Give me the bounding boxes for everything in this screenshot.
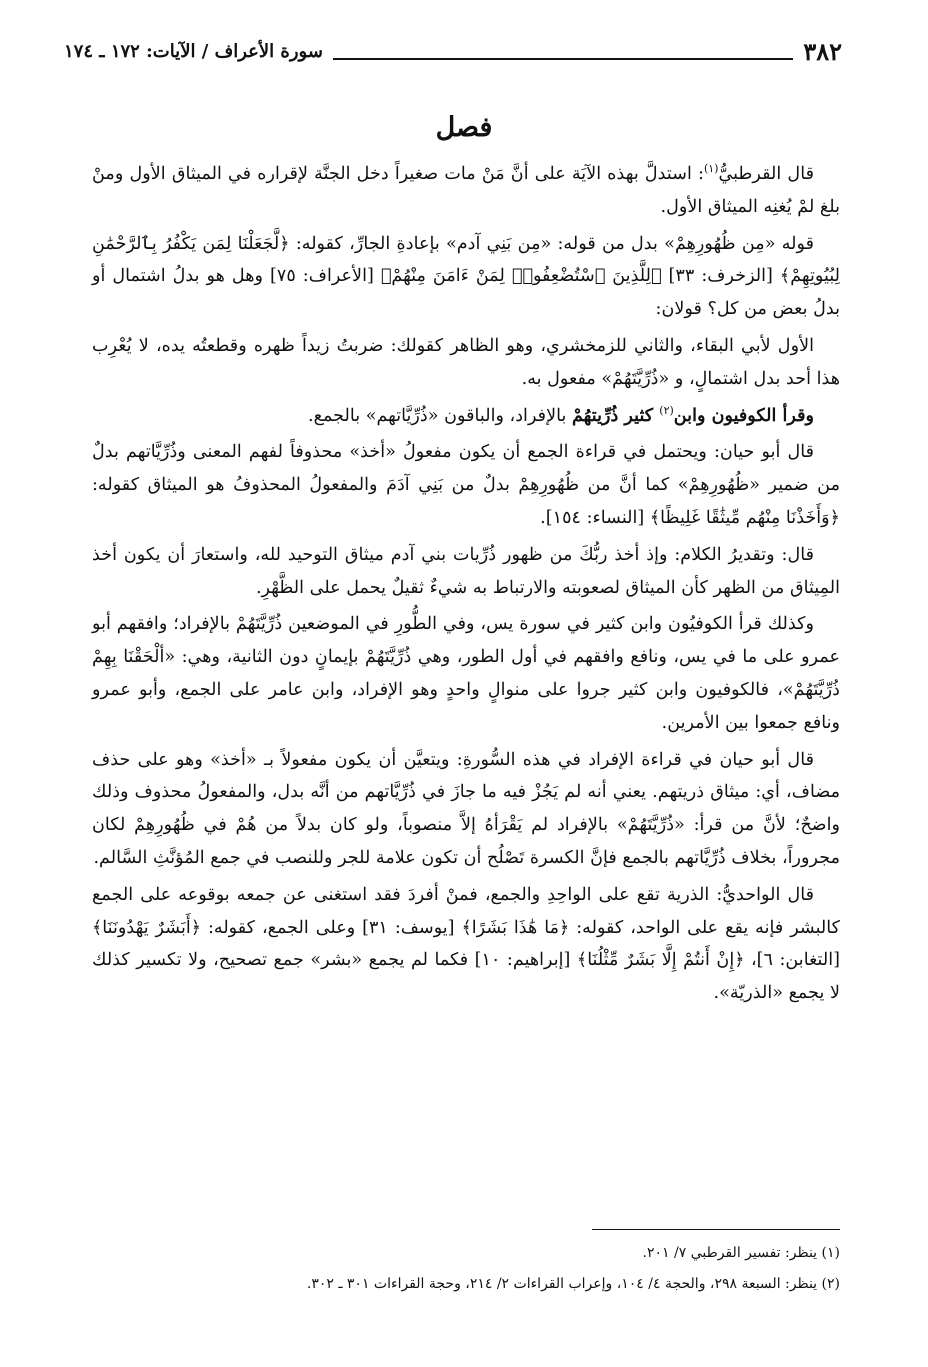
footnote-1: (١) ينظر: تفسير القرطبي ٧/ ٢٠١. bbox=[642, 1245, 840, 1261]
paragraph-7: وكذلك قرأ الكوفيُون وابن كثير في سورة يس، وفي الطُّورِ في الموضعين ذُرِّيَّتَهُمْ بالإفراد؛ وافقهم أبو عمرو على ما في يس، ونافع وافقهم في أول الطور، وهي ذُرِّيَّتَهُمْ بإيمانٍ دون الثانية، وهي: «ألْحَقْنَا بِهِمْ ذُرِّيَّتَهُمْ»، فالكوفيون وابن كثير جروا على منوالٍ واحدٍ وهو الإفراد، وابن عامر على الجمع، وأبو عمرو ونافع جمعوا بين الأمرين. bbox=[92, 614, 840, 733]
paragraph-8: قال أبو حيان في قراءة الإفراد في هذه السُّورةِ: ويتعيَّن أن يكون مفعولاً بـ «أخذ» وهو على حذف مضاف، أي: ميثاق ذريتهم. يعني أنه لم يَجُزْ فيه ما جازَ في ذُرِّيَّاتهم من أنَّه بدل، والمفعولُ محذوف وذلك واضحٌ؛ لأنَّ من قرأ: «ذُرِّيَّتَهُمْ» بالإفراد لم يَقْرَأهُ إلاَّ منصوباً، ولو كان بدلاً من هُمْ في ظُهُورِهِمْ لكان مجروراً، بخلاف ذُرِّيَّاتهم بالجمع فإنَّ الكسرة تَصْلُح أن تكون علامة للجر وللنصب في جمع المُؤنَّثِ السَّالم. bbox=[92, 749, 840, 868]
footnote-ref-1[interactable]: (١) bbox=[703, 162, 719, 176]
paragraph-2: قوله «مِن ظُهُورِهِمْ» بدل من قوله: «مِن بَنِي آدم» بإعادةِ الجارِّ، كقوله: ﴿لَّجَعَلْنَا لِمَن يَكْفُرُ بِٱلرَّحْمَٰنِ لِبُيُوتِهِمْ﴾ [الزخرف: ٣٣] ﴿لِلَّذِينَ ٱسْتُضْعِفُوا۟ لِمَنْ ءَامَنَ مِنْهُمْ﴾ [الأعراف: ٧٥] وهل هو بدلُ اشتمال أو بدلُ بعض من كل؟ قولان: bbox=[92, 233, 840, 320]
paragraph-6: قال: وتقديرُ الكلام: وإذ أخذ ربُّكَ من ظهور ذُرِّيات بني آدم ميثاق التوحيد لله، واستعارَ أن يكون أخذ المِيثاق من الظهر كأن الميثاق لصعوبته والارتباط به شيءٌ ثقيلٌ يحمل على الظَّهْرِ. bbox=[92, 544, 840, 598]
footnote-ref-2[interactable]: (٢) bbox=[659, 403, 674, 417]
header-rule bbox=[333, 58, 793, 60]
body-text bbox=[92, 158, 840, 1014]
page-header bbox=[64, 30, 842, 66]
paragraph-5: قال أبو حيان: ويحتمل في قراءة الجمع أن يكون مفعولُ «أخذ» محذوفاً لفهم المعنى وذُرِّيَّاتهم بدلٌ من ضمير «ظُهُورِهِمْ» كما أنَّ من ظُهُورِهِمْ بدلٌ من بَنِي آدَمَ والمفعولُ المحذوفُ هو الميثاق كقوله: ﴿وَأَخَذْنَا مِنْهُم مِّيثَٰقًا غَلِيظًا﴾ [النساء: ١٥٤]. bbox=[92, 442, 840, 528]
paragraph-4: وقرأ الكوفيون وابن$^{(٢)}$ كثير ذُرِّيتهُمْ بالإفراد، والباقون «ذُرِّيَّاتهم» بالجمع. bbox=[308, 403, 814, 426]
paragraph-9: قال الواحديُّ: الذرية تقع على الواحِدِ والجمع، فمنْ أفردَ فقد استغنى عن جمعه بوقوعه على الجمع كالبشر فإنه يقع على الواحد، كقوله: ﴿مَا هَٰذَا بَشَرًا﴾ [يوسف: ٣١] وعلى الجمع، كقوله: ﴿أَبَشَرٌ يَهْدُونَنَا﴾ [التغابن: ٦]، ﴿إِنْ أَنتُمْ إِلَّا بَشَرٌ مِّثْلُنَا﴾ [إبراهيم: ١٠] فكما لم يجمع «بشر» جمع تصحيح، ولا تكسير كذلك لا يجمع «الذريّة». bbox=[92, 884, 840, 1004]
footnote-rule bbox=[592, 1229, 840, 1230]
footnote-2: (٢) ينظر: السبعة ٢٩٨، والحجة ٤/ ١٠٤، وإعراب القراءات ٢/ ٢١٤، وحجة القراءات ٣٠١ ـ ٣٠٢. bbox=[306, 1276, 840, 1292]
page-number: ٣٨٢ bbox=[803, 37, 842, 66]
running-title: سورة الأعراف / الآيات: ١٧٢ ـ ١٧٤ bbox=[64, 41, 323, 62]
footnotes bbox=[92, 1238, 840, 1300]
section-heading: فصل bbox=[435, 112, 493, 143]
paragraph-1: قال القرطبيُّ$^{(١)}$: استدلَّ بهذه الآيَة على أنَّ مَنْ مات صغيراً دخل الجنَّة لإقراره في الميثاق الأول ومنْ بلغ لمْ يُغنِه الميثاق الأول. bbox=[92, 162, 840, 217]
paragraph-3: الأول لأبي البقاء، والثاني للزمخشري، وهو الظاهر كقولك: ضربتُ زيداً ظهره وقطعتُه يده، لا يُعْرِب هذا أحد بدل اشتمالٍ، و «ذُرِّيَّتَهُمْ» مفعول به. bbox=[92, 335, 840, 389]
